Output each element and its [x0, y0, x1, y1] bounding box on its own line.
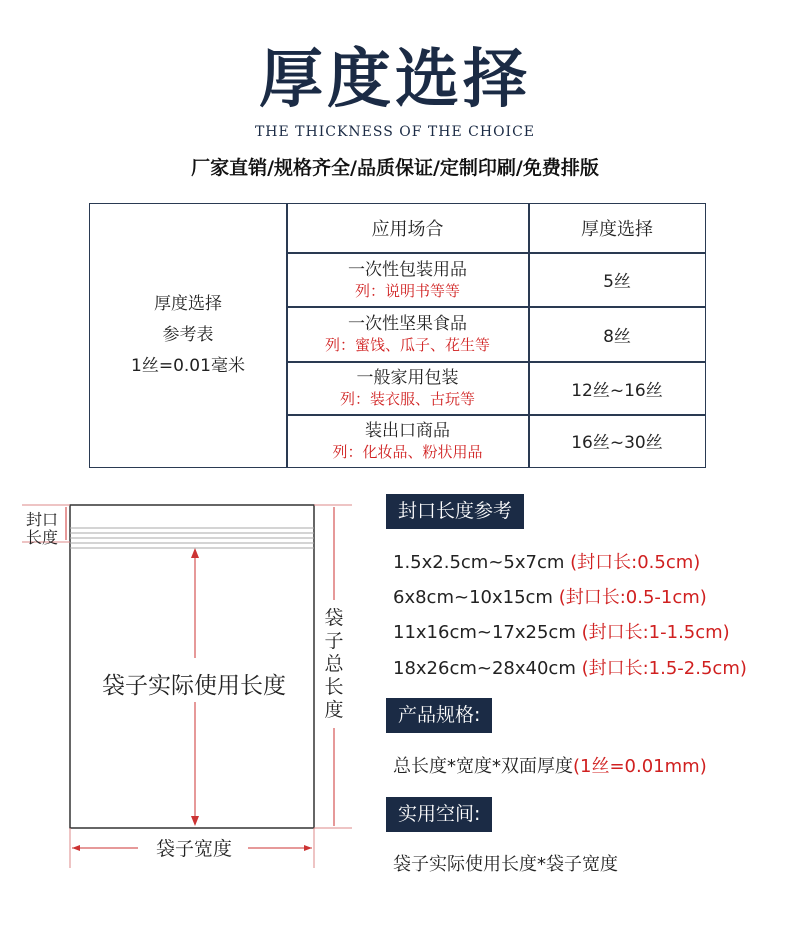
seal-section-title: 封口长度参考 [386, 494, 524, 529]
thickness-value: 5丝 [603, 272, 631, 292]
seal-label: 长度 [25, 528, 59, 547]
table-row [287, 307, 528, 361]
tagline: 厂家直销/规格齐全/品质保证/定制印刷/免费排版 [191, 157, 599, 179]
thickness-value: 12丝~16丝 [571, 380, 663, 401]
thickness-value: 16丝~30丝 [571, 433, 663, 453]
arrow-head [191, 816, 199, 826]
arrow-head [304, 845, 312, 851]
bag-outline [70, 505, 314, 828]
left-label-line: 参考表 [162, 324, 214, 345]
table-header-thickness: 厚度选择 [581, 219, 653, 240]
spec-text: 总长度*宽度*双面厚度 [393, 756, 573, 777]
total-length-char: 袋 [324, 607, 344, 629]
seal-length: (封口长:1-1.5cm) [581, 622, 730, 643]
total-length-char: 度 [324, 699, 344, 721]
table-row [287, 253, 528, 306]
width-label: 袋子宽度 [155, 838, 233, 860]
seal-length: (封口长:0.5cm) [570, 552, 701, 573]
total-length-char: 子 [324, 630, 344, 652]
use-label: 装出口商品 [365, 420, 450, 441]
left-label-line: 厚度选择 [154, 293, 222, 314]
usable-length-label: 袋子实际使用长度 [102, 673, 286, 699]
size-range: 11x16cm~17x25cm [393, 622, 582, 643]
seal-reference-line [393, 618, 730, 644]
thickness-table [89, 203, 706, 468]
seal-reference-line [393, 548, 700, 574]
use-example: 列：说明书等等 [354, 281, 460, 300]
table-row [287, 362, 528, 414]
seal-length: (封口长:0.5-1cm) [558, 587, 707, 608]
total-length-char: 总 [324, 653, 344, 675]
spec-line [393, 752, 707, 778]
page-title: 厚度选择 [259, 43, 531, 117]
table-header-use: 应用场合 [371, 219, 444, 240]
seal-reference-line [393, 583, 707, 609]
use-example: 列：化妆品、粉状用品 [332, 442, 483, 461]
bag-diagram [0, 490, 360, 870]
page-subtitle: THE THICKNESS OF THE CHOICE [254, 124, 536, 140]
space-line: 袋子实际使用长度*袋子宽度 [393, 854, 618, 875]
seal-reference-line [393, 654, 747, 680]
total-length-char: 长 [324, 676, 344, 698]
table-row [287, 415, 528, 466]
size-range: 6x8cm~10x15cm [393, 587, 559, 608]
use-example: 列：蜜饯、瓜子、花生等 [324, 336, 490, 354]
spec-section-title: 产品规格: [386, 698, 492, 733]
use-label: 一次性坚果食品 [348, 314, 467, 334]
arrow-head [72, 845, 80, 851]
space-section-title: 实用空间: [386, 797, 492, 832]
spec-note: (1丝=0.01mm) [573, 756, 707, 777]
table-left-label [90, 204, 286, 466]
size-range: 1.5x2.5cm~5x7cm [393, 552, 571, 573]
use-label: 一般家用包装 [356, 368, 459, 388]
use-label: 一次性包装用品 [348, 259, 467, 280]
arrow-head [191, 548, 199, 558]
left-label-line: 1丝=0.01毫米 [131, 355, 245, 376]
seal-label: 封口 [25, 510, 59, 529]
use-example: 列：装衣服、古玩等 [339, 390, 475, 408]
seal-length: (封口长:1.5-2.5cm) [581, 658, 747, 679]
thickness-value: 8丝 [603, 326, 631, 347]
size-range: 18x26cm~28x40cm [393, 658, 582, 679]
